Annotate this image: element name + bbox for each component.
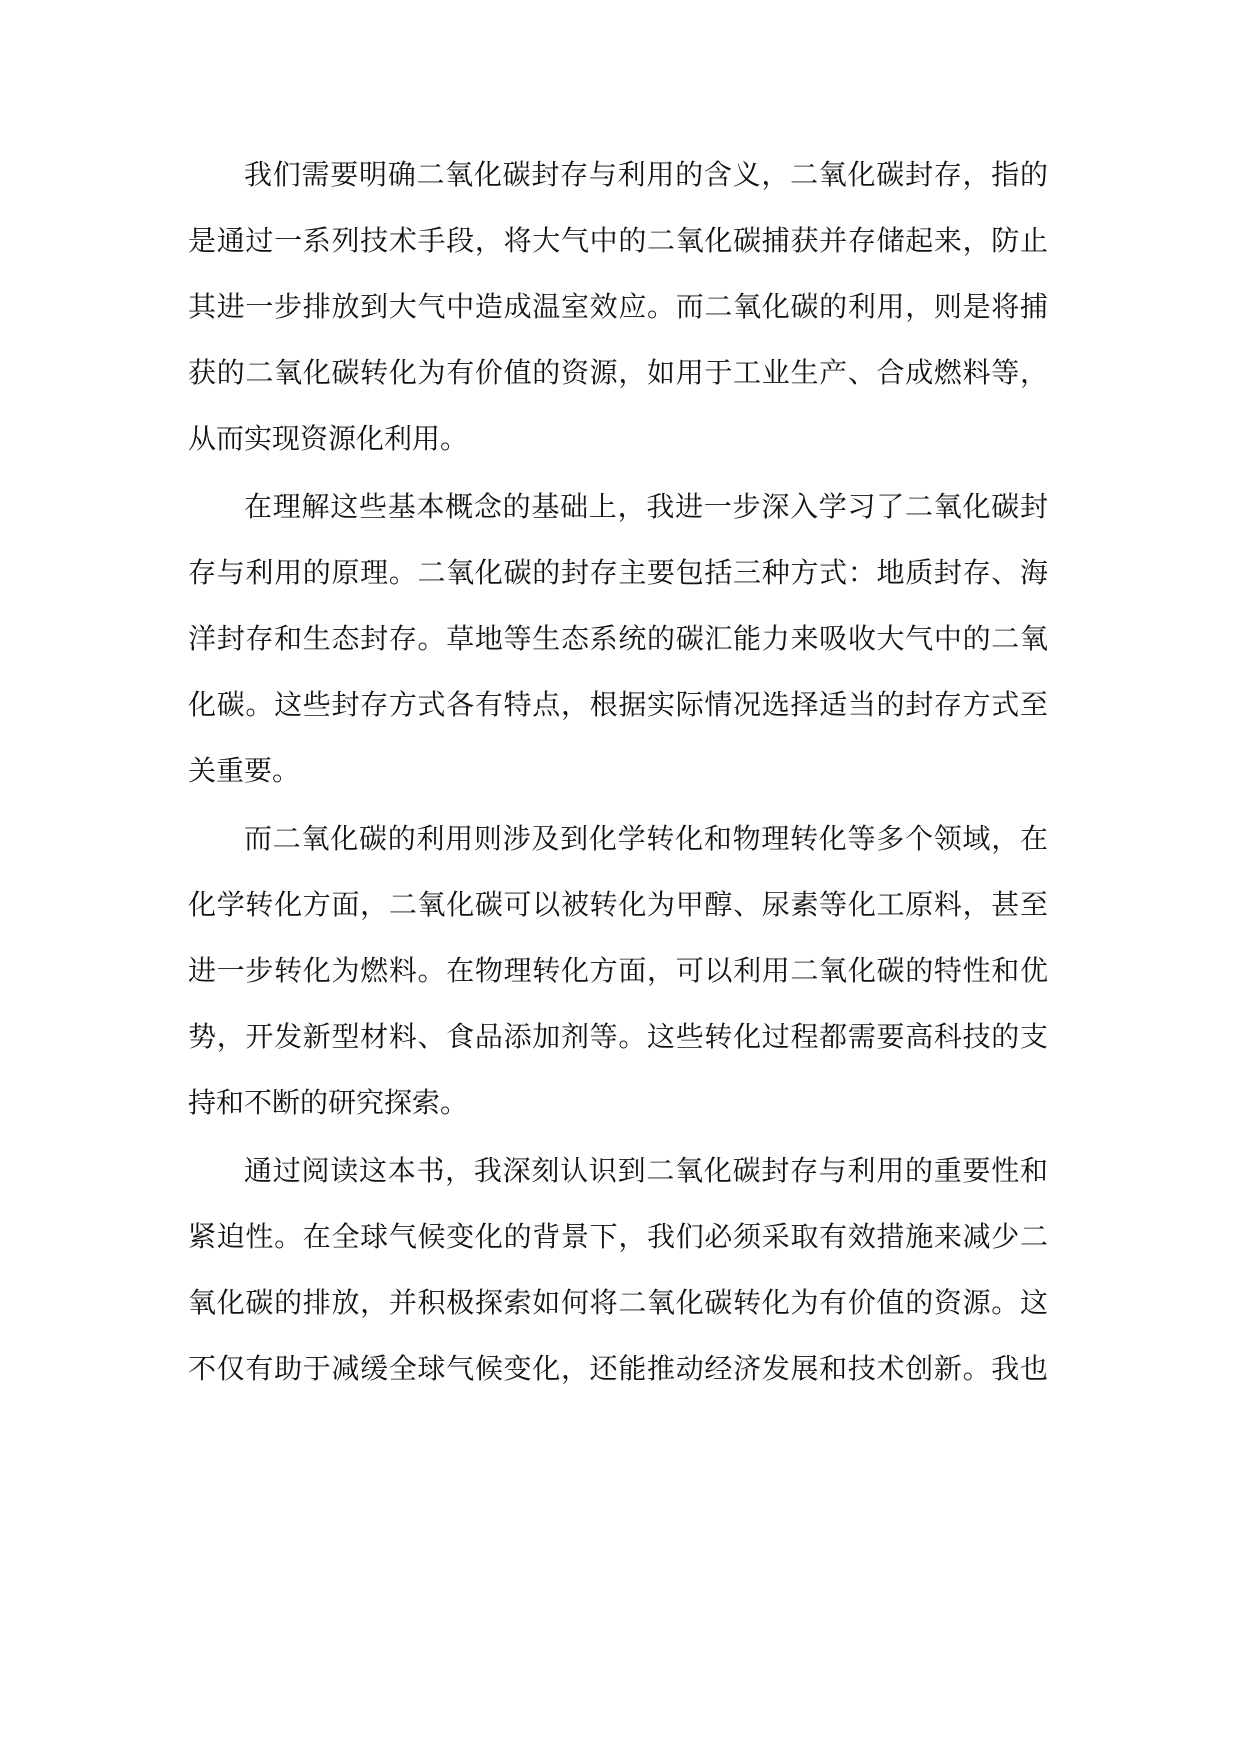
paragraph-line: 势，开发新型材料、食品添加剂等。这些转化过程都需要高科技的支 [188,1020,1048,1053]
paragraph-line: 关重要。 [188,754,301,787]
paragraph-line: 洋封存和生态封存。草地等生态系统的碳汇能力来吸收大气中的二氧 [188,622,1048,655]
paragraph-line: 氧化碳的排放，并积极探索如何将二氧化碳转化为有价值的资源。这 [188,1286,1048,1319]
paragraph-line: 而二氧化碳的利用则涉及到化学转化和物理转化等多个领域，在 [244,822,1048,855]
paragraph-line: 其进一步排放到大气中造成温室效应。而二氧化碳的利用，则是将捕 [188,290,1048,323]
paragraph-3 [188,806,1048,1136]
paragraph-line: 进一步转化为燃料。在物理转化方面，可以利用二氧化碳的特性和优 [188,954,1048,987]
paragraph-line: 紧迫性。在全球气候变化的背景下，我们必须采取有效措施来减少二 [188,1220,1048,1253]
paragraph-line: 化碳。这些封存方式各有特点，根据实际情况选择适当的封存方式至 [188,688,1048,721]
document-body [188,142,1048,1402]
paragraph-line: 不仅有助于减缓全球气候变化，还能推动经济发展和技术创新。我也 [188,1352,1048,1385]
paragraph-line: 通过阅读这本书，我深刻认识到二氧化碳封存与利用的重要性和 [244,1154,1048,1187]
paragraph-line: 获的二氧化碳转化为有价值的资源，如用于工业生产、合成燃料等， [188,356,1048,389]
paragraph-1 [188,142,1048,472]
paragraph-line: 从而实现资源化利用。 [188,422,469,455]
paragraph-line: 我们需要明确二氧化碳封存与利用的含义，二氧化碳封存，指的 [244,158,1048,191]
paragraph-line: 持和不断的研究探索。 [188,1086,469,1119]
paragraph-4 [188,1138,1048,1402]
paragraph-2 [188,474,1048,804]
paragraph-line: 在理解这些基本概念的基础上，我进一步深入学习了二氧化碳封 [244,490,1048,523]
paragraph-line: 存与利用的原理。二氧化碳的封存主要包括三种方式：地质封存、海 [188,556,1048,589]
paragraph-line: 是通过一系列技术手段，将大气中的二氧化碳捕获并存储起来，防止 [188,224,1048,257]
paragraph-line: 化学转化方面，二氧化碳可以被转化为甲醇、尿素等化工原料，甚至 [188,888,1048,921]
